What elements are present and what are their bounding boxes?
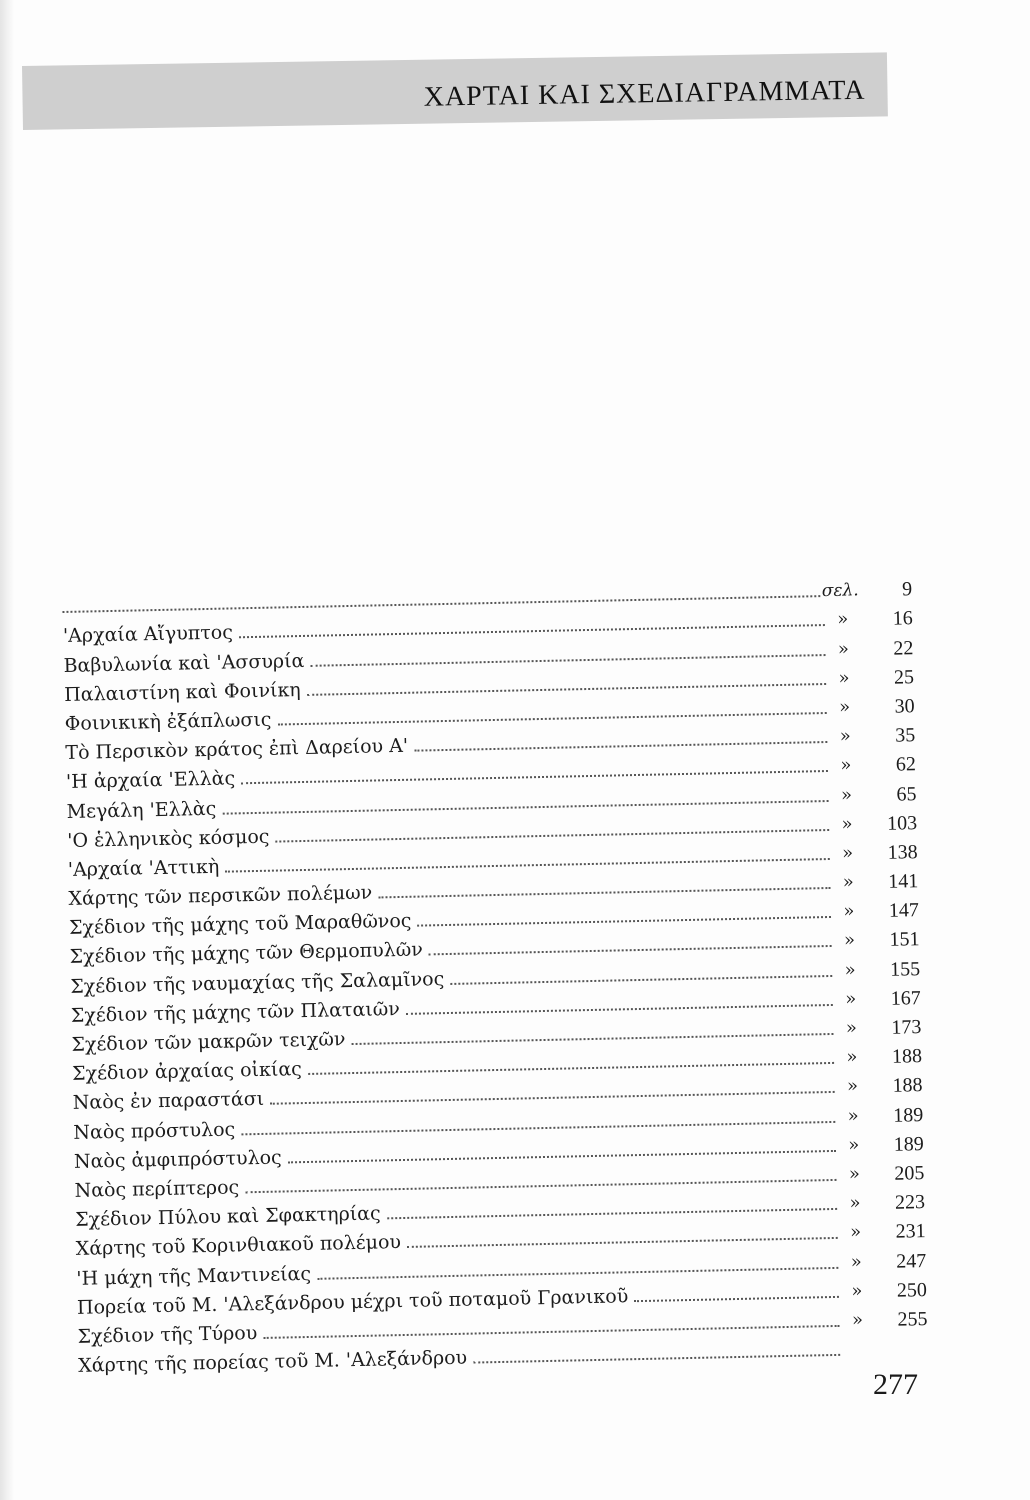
page-number: 65 — [896, 782, 917, 806]
toc-entry-title: Σχέδιον τῆς μάχης τῶν Πλαταιῶν — [70, 997, 400, 1027]
toc-entry-title: 'Αρχαία Αἴγυπτος — [62, 621, 234, 648]
ditto-mark: » — [849, 1221, 862, 1243]
dot-leader — [634, 1296, 839, 1302]
page-title: ΧΑΡΤΑΙ ΚΑΙ ΣΧΕΔΙΑΓΡΑΜΜΑΤΑ — [423, 74, 866, 113]
page-number: 167 — [890, 986, 921, 1010]
ditto-mark: » — [844, 959, 856, 981]
page-number: 147 — [888, 899, 920, 923]
page-number: 250 — [896, 1278, 928, 1302]
page-number — [876, 1360, 928, 1361]
page-number: 189 — [893, 1132, 925, 1156]
toc-entry-title: Σχέδιον Πύλου καὶ Σφακτηρίας — [74, 1202, 381, 1231]
page-number: 188 — [892, 1074, 923, 1098]
page-number: 205 — [894, 1162, 925, 1185]
toc-entry-title: Χάρτης τοῦ Κορινθιακοῦ πολέμου — [75, 1231, 402, 1261]
page-number: 103 — [886, 811, 918, 835]
ditto-mark: » — [846, 1075, 859, 1098]
ditto-mark: » — [847, 1104, 859, 1127]
toc-entry-title: Σχέδιον ἀρχαίας οἰκίας — [71, 1058, 303, 1086]
toc-entry-title: Πορεία τοῦ Μ. 'Αλεξάνδρου μέχρι τοῦ ποταμοῦ Γρανικοῦ — [76, 1284, 629, 1319]
ditto-mark: » — [841, 813, 853, 835]
toc-entry-title: Χάρτης τῆς πορείας τοῦ Μ. 'Αλεξάνδρου — [78, 1346, 468, 1377]
toc-entry-title: 'Η ἀρχαία 'Ελλὰς — [65, 767, 236, 794]
ditto-mark: » — [839, 725, 851, 747]
ditto-mark: » — [849, 1192, 861, 1214]
toc-entry-title: Σχέδιον τῆς μάχης τοῦ Μαραθῶνος — [68, 910, 412, 940]
page-number: 25 — [893, 665, 915, 689]
page-number: 141 — [888, 870, 919, 893]
toc-entry-title: 'Αρχαία 'Αττικὴ — [67, 855, 220, 881]
ditto-mark: » — [845, 988, 857, 1010]
ditto-mark: » — [845, 1017, 858, 1039]
page-number: 223 — [894, 1191, 926, 1214]
page-number: 188 — [891, 1045, 923, 1068]
ditto-mark: » — [838, 696, 851, 718]
toc-entry-title: 'Η μάχη τῆς Μαντινείας — [76, 1262, 312, 1290]
ditto-mark: » — [851, 1309, 864, 1331]
page-number: 62 — [895, 753, 917, 776]
ditto-mark: » — [843, 929, 856, 952]
toc-entry-title: Βαβυλωνία καὶ 'Ασσυρία — [63, 649, 305, 677]
page-number: 22 — [893, 636, 914, 660]
page-number: 151 — [889, 928, 920, 952]
toc-entry-title: Τὸ Περσικὸν κράτος ἐπὶ Δαρείου Α' — [65, 734, 409, 765]
page-number: 35 — [895, 724, 916, 747]
toc-entries — [63, 601, 929, 1378]
ditto-mark — [840, 1361, 876, 1362]
ditto-mark: » — [846, 1046, 858, 1068]
toc-entry-title: Ναὸς περίπτερος — [74, 1176, 240, 1202]
toc-entry-title: Φοινικικὴ ἐξάπλωσις — [64, 708, 272, 735]
toc-entry-title: Σχέδιον τῆς ναυμαχίας τῆς Σαλαμῖνος — [70, 967, 445, 998]
ditto-mark: » — [848, 1163, 861, 1185]
toc-entry-title: Σχέδιον τῶν μακρῶν τειχῶν — [71, 1028, 346, 1056]
ditto-mark: » — [850, 1250, 862, 1273]
ditto-mark: » — [837, 638, 850, 660]
page-number: 16 — [892, 607, 914, 630]
toc-entry-title: Παλαιστίνη καὶ Φοινίκη — [63, 678, 301, 706]
toc-entry-title: Χάρτης τῶν περσικῶν πολέμων — [68, 881, 373, 910]
toc-entry-title: Σχέδιον τῆς Τύρου — [77, 1321, 258, 1348]
ditto-mark: » — [843, 900, 855, 922]
toc-entry-title: Μεγάλη 'Ελλὰς — [66, 797, 217, 823]
ditto-mark: » — [840, 784, 853, 806]
page-number: 138 — [887, 841, 918, 864]
page-number: 255 — [897, 1307, 928, 1331]
ditto-mark: » — [842, 871, 855, 893]
dot-leader — [473, 1354, 840, 1364]
page-number: 9 — [901, 578, 913, 601]
ditto-mark: » — [841, 842, 854, 864]
toc-entry-title: Ναὸς ἐν παραστάσι — [72, 1088, 265, 1115]
toc-entry-title: Ναὸς πρόστυλος — [73, 1118, 236, 1144]
header-band — [22, 52, 888, 130]
table-of-contents — [62, 572, 928, 1378]
toc-entry-title: 'Ο ἑλληνικὸς κόσμος — [67, 825, 270, 852]
folio-number: 277 — [873, 1368, 918, 1401]
page-number: 247 — [896, 1249, 927, 1273]
page-number: 173 — [891, 1016, 922, 1039]
page-number: 30 — [894, 695, 915, 718]
ditto-mark: » — [848, 1134, 860, 1156]
toc-entry-title: Ναὸς ἀμφιπρόστυλος — [73, 1146, 282, 1173]
page-number: 189 — [892, 1103, 924, 1127]
page-number: 231 — [895, 1220, 926, 1243]
page-label: σελ. — [821, 580, 859, 602]
toc-entry-title: Σχέδιον τῆς μάχης τῶν Θερμοπυλῶν — [69, 938, 423, 969]
ditto-mark: » — [837, 608, 849, 631]
page-number: 155 — [889, 957, 921, 981]
ditto-mark: » — [840, 754, 852, 777]
ditto-mark: » — [838, 667, 850, 689]
ditto-mark: » — [851, 1280, 863, 1302]
